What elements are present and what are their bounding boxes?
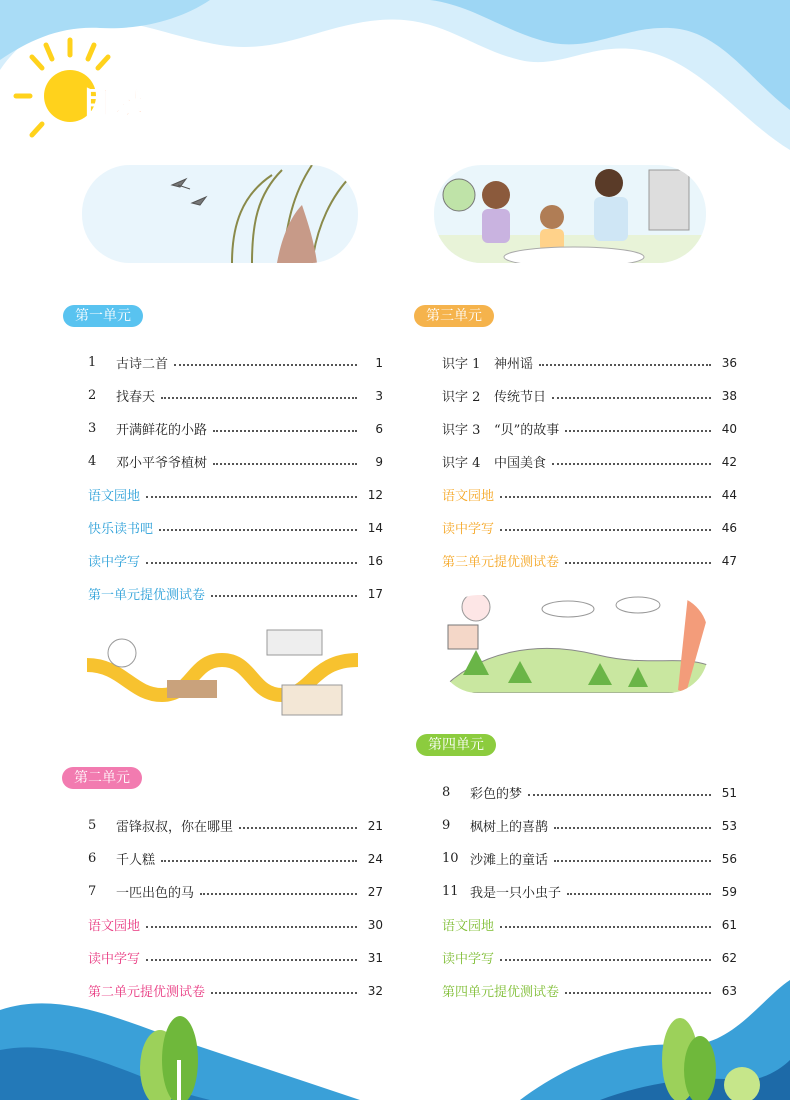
toc-label: 沙滩上的童话 [470,853,549,868]
toc-entry[interactable]: 11 我是一只小虫子 59 [442,884,737,901]
page-number: 63 [721,983,737,998]
page-number: 3 [375,388,383,403]
toc-label: “贝”的故事 [494,423,560,438]
toc-label: 第三单元提优测试卷 [442,555,560,570]
leader-dots [565,991,711,994]
page-number: 46 [721,520,737,535]
toc-label: 语文园地 [442,489,495,504]
toc-label: 传统节日 [494,390,547,405]
toc-entry[interactable]: 7 一匹出色的马 27 [88,884,383,901]
toc-label: 第一单元提优测试卷 [88,588,206,603]
page-number: 32 [367,983,383,998]
toc-label: 中国美食 [494,456,547,471]
page-number: 31 [367,950,383,965]
toc-entry[interactable]: 5 雷锋叔叔，你在哪里 21 [88,818,383,835]
leader-dots [146,958,357,961]
leader-dots [213,462,357,465]
toc-entry[interactable]: 识字 4 中国美食 42 [442,445,737,478]
toc-entry[interactable] [442,941,737,974]
page-number: 38 [721,388,737,403]
page-number: 16 [367,553,383,568]
toc-entry[interactable] [442,908,737,941]
toc-label: 彩色的梦 [470,787,523,802]
unit-badge: 第三单元 [414,305,494,327]
leader-dots [552,462,711,465]
leader-dots [567,892,711,895]
illustration-willow [82,165,358,263]
page-number: 53 [721,818,737,833]
page-number: 56 [721,851,737,866]
toc-label: 枫树上的喜鹊 [470,820,549,835]
leader-dots [552,396,711,399]
toc-label: 我是一只小虫子 [470,886,562,901]
page-number: 30 [367,917,383,932]
toc-entry[interactable]: 8 彩色的梦 51 [442,785,737,802]
leader-dots [539,363,711,366]
leader-dots [211,991,357,994]
page-number: 27 [367,884,383,899]
toc-entry[interactable] [88,544,383,577]
page-number: 9 [375,454,383,469]
page-number: 21 [367,818,383,833]
illustration-family [434,165,706,263]
leader-dots [161,396,357,399]
leader-dots [213,429,357,432]
tree-icon [140,1016,198,1100]
page-number: 6 [375,421,383,436]
toc-label: 快乐读书吧 [88,522,154,537]
leader-dots [554,826,711,829]
leader-dots [159,528,357,531]
toc-label: 语文园地 [88,489,141,504]
page-number: 1 [375,355,383,370]
leader-dots [174,363,357,366]
toc-entry[interactable] [88,908,383,941]
toc-label: 读中学写 [442,952,495,967]
toc-unit-1 [88,346,383,610]
page-number: 59 [721,884,737,899]
toc-label: 一匹出色的马 [116,886,195,901]
toc-entry[interactable] [442,544,737,577]
leader-dots [565,561,711,564]
leader-dots [500,495,711,498]
illustration-landscape [438,595,708,693]
unit-badge: 第一单元 [63,305,143,327]
page-number: 24 [367,851,383,866]
toc-entry[interactable] [88,478,383,511]
leader-dots [146,561,357,564]
toc-label: 读中学写 [442,522,495,537]
toc-entry[interactable] [442,974,737,1007]
toc-label: 雷锋叔叔，你在哪里 [116,820,234,835]
toc-label: 找春天 [116,390,156,405]
toc-entry[interactable]: 识字 2 传统节日 38 [442,379,737,412]
toc-unit-3 [442,346,737,577]
illustration-process [82,625,358,720]
unit-badge: 第二单元 [62,767,142,789]
toc-entry[interactable]: 6 千人糕 24 [88,851,383,868]
toc-entry[interactable]: 4 邓小平爷爷植树 9 [88,454,383,471]
toc-entry[interactable]: 识字 1 神州谣 36 [442,346,737,379]
toc-entry[interactable]: 9 枫树上的喜鹊 53 [442,818,737,835]
toc-entry[interactable]: 2 找春天 3 [88,388,383,405]
leader-dots [161,859,357,862]
page-number: 47 [721,553,737,568]
toc-entry[interactable] [88,941,383,974]
page-number: 12 [367,487,383,502]
toc-label: 古诗二首 [116,357,169,372]
page-number: 44 [721,487,737,502]
leader-dots [554,859,711,862]
toc-label: 语文园地 [442,919,495,934]
leader-dots [239,826,357,829]
toc-label: 第二单元提优测试卷 [88,985,206,1000]
page-title: 目录 [82,86,146,121]
toc-entry[interactable] [88,511,383,544]
toc-label: 开满鲜花的小路 [116,423,208,438]
toc-entry[interactable]: 10 沙滩上的童话 56 [442,851,737,868]
toc-unit-4 [442,776,737,1007]
page-number: 17 [367,586,383,601]
leader-dots [500,958,711,961]
page-number: 42 [721,454,737,469]
toc-entry[interactable] [88,974,383,1007]
toc-entry[interactable]: 识字 3 “贝”的故事 40 [442,412,737,445]
toc-entry[interactable] [442,478,737,511]
toc-label: 神州谣 [494,357,534,372]
leader-dots [200,892,357,895]
toc-label: 语文园地 [88,919,141,934]
page-number: 62 [721,950,737,965]
page-number: 61 [721,917,737,932]
leader-dots [211,594,357,597]
leader-dots [146,925,357,928]
leader-dots [146,495,357,498]
toc-entry[interactable]: 3 开满鲜花的小路 6 [88,421,383,438]
page-number: 14 [367,520,383,535]
leader-dots [500,925,711,928]
page-number: 40 [721,421,737,436]
unit-badge: 第四单元 [416,734,496,756]
toc-label: 千人糕 [116,853,156,868]
toc-label: 读中学写 [88,952,141,967]
toc-unit-2 [88,809,383,1007]
page-number: 36 [721,355,737,370]
page-number: 51 [721,785,737,800]
leader-dots [500,528,711,531]
toc-entry[interactable] [88,577,383,610]
leader-dots [565,429,711,432]
toc-label: 读中学写 [88,555,141,570]
leader-dots [528,793,711,796]
toc-entry[interactable]: 1 古诗二首 1 [88,355,383,372]
toc-label: 邓小平爷爷植树 [116,456,208,471]
toc-label: 第四单元提优测试卷 [442,985,560,1000]
toc-entry[interactable] [442,511,737,544]
